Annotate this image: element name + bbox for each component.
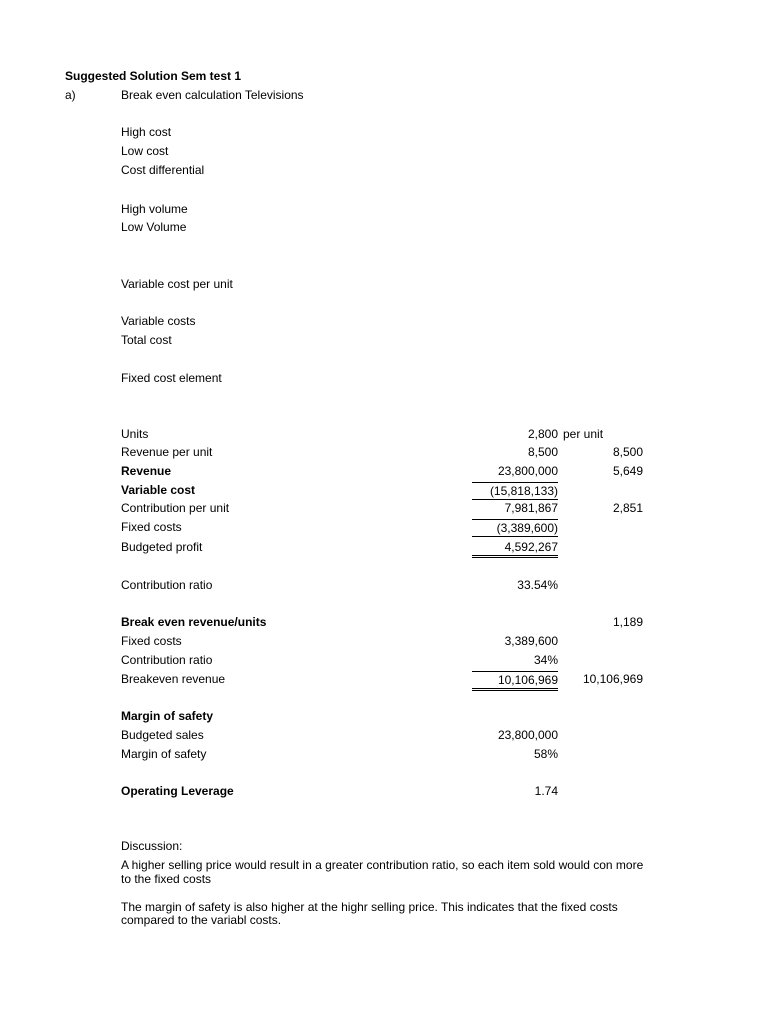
label-low-cost: Low cost: [121, 144, 169, 158]
label-revenue: Revenue: [121, 464, 172, 478]
label-variable-cost: Variable cost: [121, 483, 196, 497]
label-be-contribution-ratio: Contribution ratio: [121, 653, 213, 667]
discussion-paragraph-1: A higher selling price would result in a greater contribution ratio, so each item sold would con more to the fixed costs: [121, 858, 644, 886]
label-be-fixed-costs: Fixed costs: [121, 634, 182, 648]
value-breakeven-revenue-2: 10,106,969: [582, 672, 643, 686]
label-total-cost: Total cost: [121, 333, 172, 347]
value-break-even-units: 1,189: [612, 615, 643, 629]
label-high-cost: High cost: [121, 125, 172, 139]
heading-break-even: Break even revenue/units: [121, 615, 267, 629]
value-revenue: 23,800,000: [497, 464, 558, 478]
document-title: Suggested Solution Sem test 1: [65, 69, 242, 83]
label-budgeted-profit: Budgeted profit: [121, 540, 203, 554]
value-be-contribution-ratio: 34%: [533, 653, 558, 667]
discussion-heading: Discussion:: [121, 839, 183, 853]
label-budgeted-sales: Budgeted sales: [121, 728, 204, 742]
label-contribution-per-unit: Contribution per unit: [121, 501, 230, 515]
value-budgeted-sales: 23,800,000: [497, 728, 558, 742]
label-contribution-ratio: Contribution ratio: [121, 578, 213, 592]
per-unit-variable-cost: 5,649: [612, 464, 643, 478]
label-low-volume: Low Volume: [121, 220, 187, 234]
label-fixed-costs: Fixed costs: [121, 520, 182, 534]
value-be-fixed-costs: 3,389,600: [504, 634, 558, 648]
part-title: Break even calculation Televisions: [121, 88, 304, 102]
part-label: a): [65, 88, 76, 102]
label-units: Units: [121, 427, 149, 441]
value-breakeven-revenue: 10,106,969: [472, 671, 558, 691]
value-contribution: 7,981,867: [504, 501, 558, 515]
discussion-paragraph-2: The margin of safety is also higher at the highr selling price. This indicates that the fixed costs compared to the variabl costs.: [121, 900, 618, 927]
label-variable-cost-per-unit: Variable cost per unit: [121, 277, 233, 291]
value-revenue-per-unit: 8,500: [527, 445, 558, 459]
value-variable-cost: (15,818,133): [472, 482, 558, 500]
label-operating-leverage: Operating Leverage: [121, 784, 234, 798]
heading-margin-of-safety: Margin of safety: [121, 709, 214, 723]
value-fixed-costs: (3,389,600): [472, 519, 558, 537]
value-units: 2,800: [527, 427, 558, 441]
label-cost-differential: Cost differential: [121, 163, 205, 177]
label-revenue-per-unit: Revenue per unit: [121, 445, 213, 459]
per-unit-revenue: 8,500: [612, 445, 643, 459]
label-breakeven-revenue: Breakeven revenue: [121, 672, 226, 686]
label-fixed-cost-element: Fixed cost element: [121, 371, 222, 385]
value-contribution-ratio: 33.54%: [517, 578, 558, 592]
value-budgeted-profit: 4,592,267: [472, 539, 558, 558]
label-variable-costs: Variable costs: [121, 314, 196, 328]
label-high-volume: High volume: [121, 202, 188, 216]
per-unit-heading: per unit: [563, 427, 604, 441]
value-operating-leverage: 1.74: [534, 784, 558, 798]
label-margin-of-safety: Margin of safety: [121, 747, 207, 761]
per-unit-contribution: 2,851: [612, 501, 643, 515]
value-margin-of-safety: 58%: [533, 747, 558, 761]
